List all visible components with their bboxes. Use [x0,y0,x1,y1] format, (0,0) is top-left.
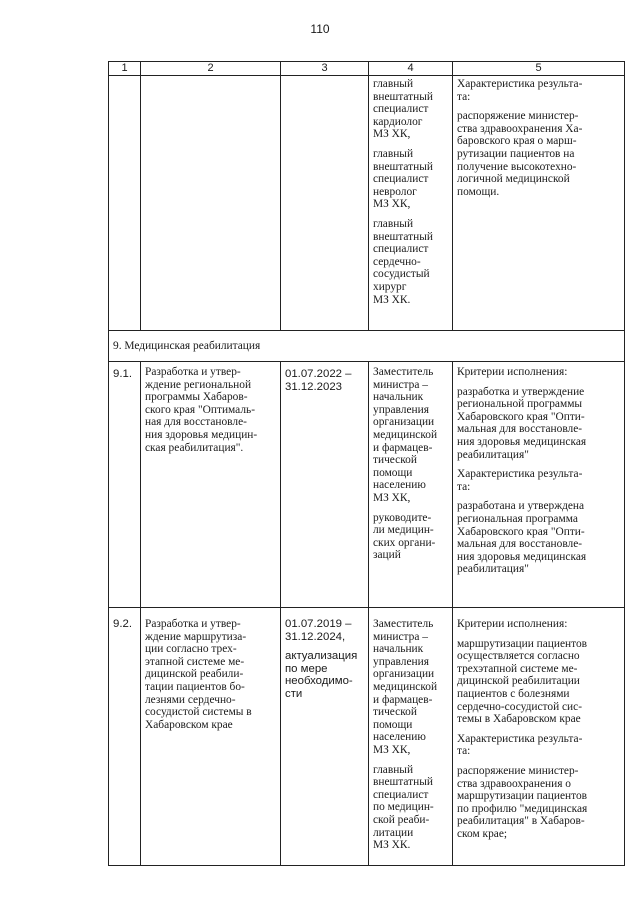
result-text: Характеристика результа- та: [457,468,583,493]
column-number: 4 [369,62,453,76]
dates-text: актуализация по мере необходимо- сти [285,650,358,700]
cell-number: 9.2. [109,608,141,866]
result-text: Критерии исполнения: [457,366,568,378]
result-text: разработка и утверждение региональной программы Хабаровского края "Опти- мальная для восстановле- ния здоровья медицинская реабилитация" [457,385,587,461]
table-row [109,362,625,608]
page-number: 110 [310,22,330,36]
result-text: маршрутизации пациентов осуществляется согласно трехэтапной системе ме- дицинской реабилитации пациентов с болезнями сердечно-сосудистой сис- темы в Хабаровском крае [457,637,588,726]
column-number: 3 [281,62,369,76]
cell-dates [281,76,369,331]
cell-responsible [369,362,453,608]
column-number: 2 [141,62,281,76]
cell-responsible [369,608,453,866]
dates-text: 01.07.2019 – 31.12.2024, [285,618,352,643]
responsible-text: главный внештатный специалист невролог МЗ ХК, [373,147,434,211]
result-text: распоряжение министер- ства здравоохранения о маршрутизации пациентов по профилю "медицинская реабилитация" в Хабаров- ском крае; [457,764,588,840]
result-text: Критерии исполнения: [457,618,568,630]
cell-name [141,608,281,866]
responsible-text: Заместитель министра – начальник управления организации медицинской и фармацев- тической помощи населению МЗ ХК, [373,366,438,504]
responsible-text: главный внештатный специалист кардиолог МЗ ХК, [373,78,434,141]
cell-number: 9.1. [109,362,141,608]
table-row [109,608,625,866]
cell-number [109,76,141,331]
result-text: разработана и утверждена региональная программа Хабаровского края "Опти- мальная для восстановле- ния здоровья медицинская реабилитация" [457,500,587,576]
dates-text: 01.07.2022 – 31.12.2023 [285,368,352,393]
cell-name [141,76,281,331]
cell-dates [281,608,369,866]
responsible-text: Заместитель министра – начальник управления организации медицинской и фармацев- тической помощи населению МЗ ХК, [373,618,438,756]
cell-responsible [369,76,453,331]
section-title: 9. Медицинская реабилитация [109,331,625,362]
cell-dates [281,362,369,608]
measure-name: Разработка и утвер- ждение региональной программы Хабаров- ского края "Оптималь- ная для восстановле- ния здоровья медицин- ская реабилитация". [145,366,258,454]
section-row [109,331,625,362]
column-number: 1 [109,62,141,76]
cell-result [453,608,625,866]
cell-result [453,76,625,331]
column-number-row [109,62,625,76]
result-text: Характеристика результа- та: [457,78,583,103]
measure-name: Разработка и утвер- ждение маршрутиза- ции согласно трех- этапной системе ме- дицинской реабили- тации пациентов бо- лезнями сердечно- сосудистой системы в Хабаровском крае [145,618,252,731]
responsible-text: руководите- ли медицин- ских органи- заций [373,511,436,562]
cell-result [453,362,625,608]
table-row-continued [109,76,625,331]
result-text: распоряжение министер- ства здравоохранения Ха- баровского края о марш- рутизации пациентов на получение высокотехно- логичной медицинской помощи. [457,110,583,198]
responsible-text: главный внештатный специалист по медицин- ской реаби- литации МЗ ХК. [373,763,434,852]
plan-table [108,61,625,866]
cell-name [141,362,281,608]
responsible-text: главный внештатный специалист сердечно- сосудистый хирург МЗ ХК. [373,217,434,306]
column-number: 5 [453,62,625,76]
result-text: Характеристика результа- та: [457,732,583,758]
